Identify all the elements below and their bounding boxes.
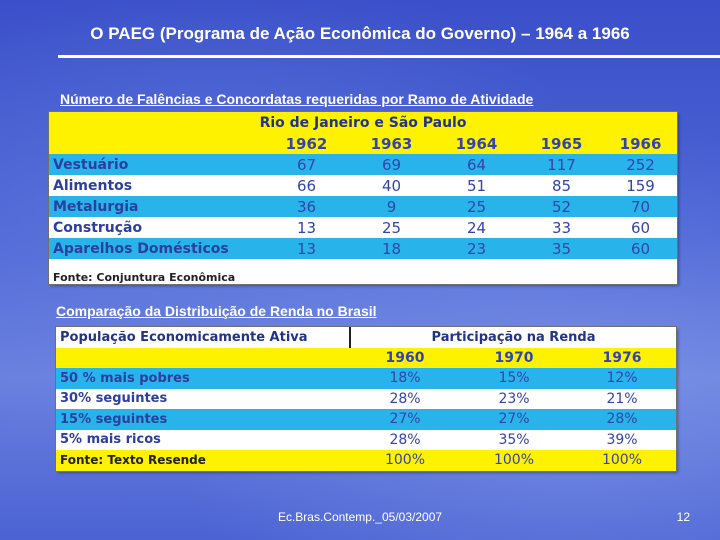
table-cell: 64 [466, 155, 487, 174]
table-cell: 117 [547, 155, 576, 174]
table1-source-row [49, 259, 677, 284]
table2-year: 1960 [385, 349, 425, 366]
table-cell: 18% [389, 370, 421, 387]
table-cell: 60 [630, 218, 651, 237]
row-label: Aparelhos Domésticos [53, 240, 229, 257]
table-cell: 27% [498, 411, 530, 428]
table-cell: 52 [551, 197, 572, 216]
title-underline [58, 55, 720, 58]
table-cell: 252 [626, 155, 655, 174]
row-label: Construção [53, 219, 143, 236]
table-cell: 100% [601, 452, 643, 469]
table-row [56, 409, 676, 430]
table-cell: 67 [296, 155, 317, 174]
table-row [49, 154, 677, 175]
table-row [56, 430, 676, 451]
table-row [49, 238, 677, 259]
table-cell: 9 [386, 197, 397, 216]
row-label: 15% seguintes [60, 411, 168, 427]
table-cell: 51 [466, 176, 487, 195]
table1-region: Rio de Janeiro e São Paulo [259, 114, 467, 131]
row-label: 50 % mais pobres [60, 370, 190, 386]
table-cell: 70 [630, 197, 651, 216]
table2-source: Fonte: Texto Resende [60, 453, 206, 468]
income-distribution-table [56, 327, 676, 471]
row-label: Alimentos [53, 177, 133, 194]
table-cell: 36 [296, 197, 317, 216]
table-row [49, 196, 677, 217]
table-row [56, 368, 676, 389]
table-cell: 18 [381, 239, 402, 258]
table-cell: 23 [466, 239, 487, 258]
table1-year: 1966 [619, 134, 662, 153]
table-cell: 21% [606, 390, 638, 407]
table-cell: 27% [389, 411, 421, 428]
table1-year: 1965 [540, 134, 583, 153]
table2-corner [56, 348, 350, 369]
table2-col1-header: População Economicamente Ativa [60, 329, 308, 345]
table1-years-row [49, 133, 677, 154]
table2-total-row [56, 450, 676, 471]
table2-year: 1976 [602, 349, 642, 366]
table-cell: 40 [381, 176, 402, 195]
table-cell: 35 [551, 239, 572, 258]
table-cell: 39% [606, 431, 638, 448]
table1-region-row [49, 112, 677, 133]
table-cell: 60 [630, 239, 651, 258]
page-number: 12 [676, 510, 690, 524]
row-label: 5% mais ricos [60, 432, 161, 448]
table-cell: 69 [381, 155, 402, 174]
table2-year: 1970 [494, 349, 534, 366]
table-cell: 100% [493, 452, 535, 469]
table1-heading: Número de Falências e Concordatas requeridas por Ramo de Atividade [60, 91, 534, 107]
slide-title: O PAEG (Programa de Ação Econômica do Governo) – 1964 a 1966 [90, 24, 630, 43]
table2-heading: Comparação da Distribuição de Renda no Brasil [56, 303, 377, 319]
table-cell: 35% [498, 431, 530, 448]
table2-col2-header: Participação na Renda [350, 327, 676, 348]
table-cell: 12% [606, 370, 638, 387]
table-cell: 25 [381, 218, 402, 237]
table-cell: 28% [606, 411, 638, 428]
table1-year: 1964 [455, 134, 498, 153]
table-row [49, 217, 677, 238]
table-cell: 85 [551, 176, 572, 195]
table-cell: 28% [389, 390, 421, 407]
table-cell: 28% [389, 431, 421, 448]
table-cell: 13 [296, 239, 317, 258]
table1-source: Fonte: Conjuntura Econômica [53, 271, 236, 284]
table2-header-row [56, 327, 676, 348]
table-row [49, 175, 677, 196]
table-cell: 25 [466, 197, 487, 216]
table-cell: 33 [551, 218, 572, 237]
table1-corner [49, 133, 264, 154]
row-label: Vestuário [53, 156, 129, 173]
table-cell: 23% [498, 390, 530, 407]
table2-years-row [56, 348, 676, 369]
table-cell: 24 [466, 218, 487, 237]
table-cell: 66 [296, 176, 317, 195]
table-cell: 13 [296, 218, 317, 237]
bankruptcy-table [49, 112, 677, 284]
row-label: Metalurgia [53, 198, 139, 215]
table-row [56, 389, 676, 410]
row-label: 30% seguintes [60, 391, 168, 407]
table-cell: 15% [498, 370, 530, 387]
table1-year: 1962 [285, 134, 328, 153]
table1-year: 1963 [370, 134, 413, 153]
table-cell: 100% [384, 452, 426, 469]
slide-footer: Ec.Bras.Contemp._05/03/2007 [277, 510, 443, 524]
table-cell: 159 [626, 176, 655, 195]
